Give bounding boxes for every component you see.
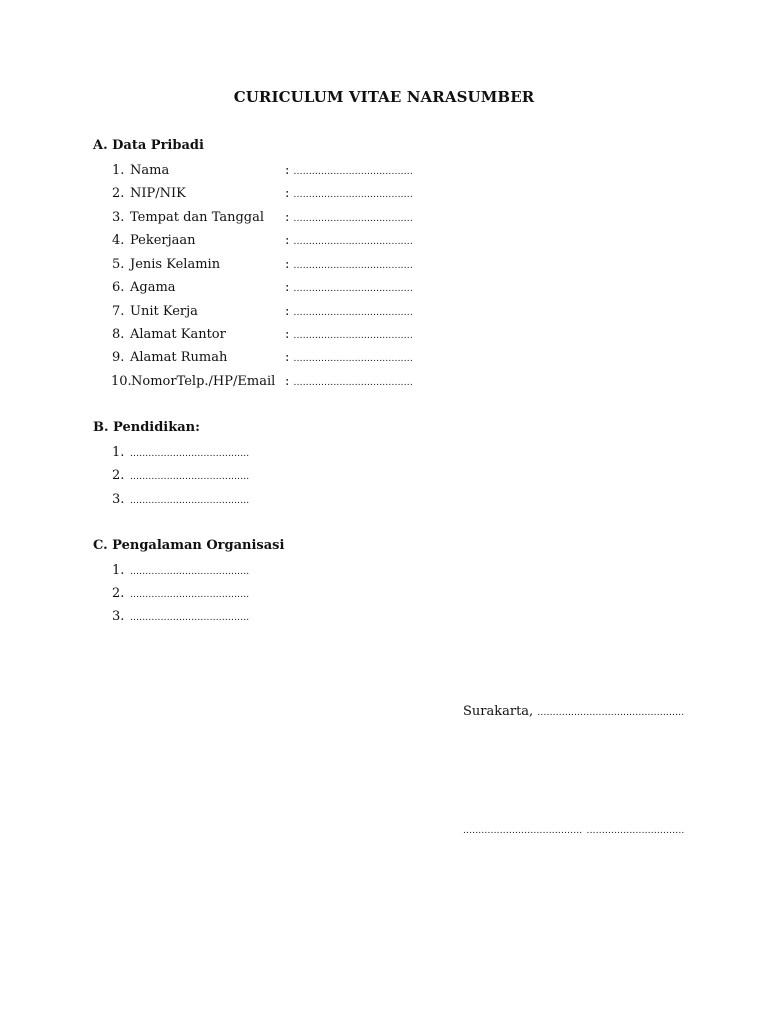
place-label: Surakarta,	[463, 704, 534, 719]
fill-field-unit-kerja[interactable]: : .......................................	[285, 304, 413, 319]
fill-dots[interactable]: .......................................	[130, 590, 250, 600]
row-label: Alamat Rumah	[130, 350, 228, 365]
page-title: CURICULUM VITAE NARASUMBER	[233, 88, 535, 106]
row-number: 7.	[112, 304, 125, 319]
fill-field-tempat[interactable]: : .......................................	[285, 210, 413, 225]
row-label: Jenis Kelamin	[130, 257, 221, 272]
row-number: 4.	[112, 233, 125, 248]
fill-field-alamat-rumah[interactable]: : .......................................	[285, 350, 413, 365]
data-pribadi-row-agama	[112, 279, 176, 297]
row-number: 9.	[112, 350, 125, 365]
row-number: 5.	[112, 257, 125, 272]
row-label: Nama	[130, 163, 170, 178]
row-number: 8.	[112, 327, 125, 342]
fill-field-agama[interactable]: : .......................................	[285, 280, 413, 295]
row-label: Alamat Kantor	[130, 327, 226, 342]
fill-dots[interactable]: .......................................	[130, 567, 250, 577]
name-fill-1[interactable]: .......................................	[463, 826, 583, 836]
row-label: NomorTelp./HP/Email	[131, 374, 276, 389]
fill-field-alamat-kantor[interactable]: : .......................................	[285, 327, 413, 342]
row-number: 10.	[111, 374, 132, 389]
data-pribadi-row-pekerjaan	[112, 232, 196, 250]
data-pribadi-row-unit-kerja	[112, 303, 198, 321]
section-c-heading: C. Pengalaman Organisasi	[93, 538, 285, 553]
fill-dots[interactable]: .......................................	[130, 472, 250, 482]
pendidikan-item[interactable]	[112, 491, 249, 509]
row-number: 2.	[112, 586, 125, 601]
pendidikan-item[interactable]	[112, 444, 249, 462]
row-label: NIP/NIK	[130, 186, 186, 201]
data-pribadi-row-alamat-rumah	[112, 349, 227, 367]
row-number: 3.	[112, 609, 125, 624]
row-number: 2.	[112, 186, 125, 201]
fill-dots[interactable]: .......................................	[130, 496, 250, 506]
organisasi-item[interactable]	[112, 585, 249, 603]
section-b-heading: B. Pendidikan:	[93, 420, 200, 435]
section-a-heading: A. Data Pribadi	[93, 138, 204, 153]
row-number: 6.	[112, 280, 125, 295]
signature-place-date	[463, 704, 684, 719]
fill-dots[interactable]: .......................................	[130, 613, 250, 623]
data-pribadi-row-telp	[111, 373, 275, 391]
fill-field-pekerjaan[interactable]: : .......................................	[285, 233, 413, 248]
data-pribadi-row-jenis-kelamin	[112, 256, 220, 274]
pendidikan-item[interactable]	[112, 467, 249, 485]
fill-field-nama[interactable]: : .......................................	[285, 163, 413, 178]
data-pribadi-row-nama	[112, 162, 169, 180]
name-fill-2[interactable]: ................................	[586, 826, 685, 836]
fill-field-jenis-kelamin[interactable]: : .......................................	[285, 257, 413, 272]
organisasi-item[interactable]	[112, 562, 249, 580]
data-pribadi-row-tempat	[112, 209, 264, 227]
row-label: Pekerjaan	[130, 233, 196, 248]
row-number: 2.	[112, 468, 125, 483]
row-number: 1.	[112, 563, 125, 578]
data-pribadi-row-alamat-kantor	[112, 326, 226, 344]
fill-field-nip[interactable]: : .......................................	[285, 186, 413, 201]
signature-name-line[interactable]	[463, 822, 684, 837]
row-number: 3.	[112, 210, 125, 225]
organisasi-item[interactable]	[112, 608, 249, 626]
fill-dots[interactable]: .......................................	[130, 449, 250, 459]
data-pribadi-row-nip	[112, 185, 186, 203]
fill-field-telp[interactable]: : .......................................	[285, 374, 413, 389]
row-number: 1.	[112, 163, 125, 178]
row-number: 1.	[112, 445, 125, 460]
date-fill[interactable]: ................................................	[537, 708, 685, 718]
row-label: Agama	[130, 280, 176, 295]
row-number: 3.	[112, 492, 125, 507]
row-label: Unit Kerja	[130, 304, 198, 319]
row-label: Tempat dan Tanggal	[130, 210, 265, 225]
